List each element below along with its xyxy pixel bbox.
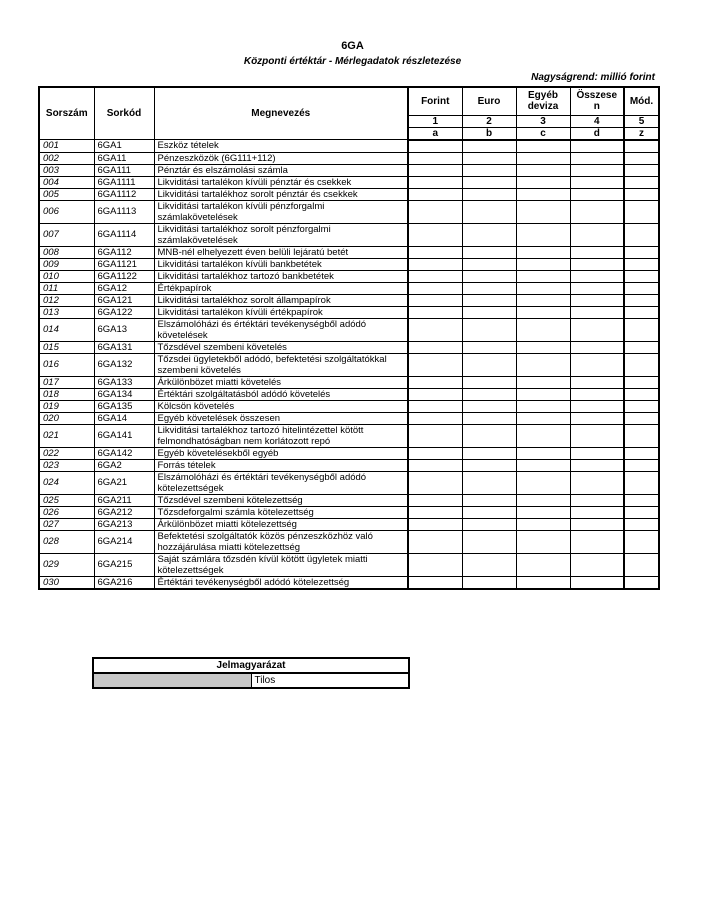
value-cell[interactable] xyxy=(516,318,570,341)
table-row xyxy=(39,459,659,471)
value-cell[interactable] xyxy=(408,576,462,589)
row-number: 001 xyxy=(39,140,94,153)
row-name: Tőzsdeforgalmi számla kötelezettség xyxy=(154,506,408,518)
row-number: 006 xyxy=(39,200,94,223)
row-code: 6GA215 xyxy=(94,553,154,576)
row-name: Likviditási tartalékon kívüli pénztár és csekkek xyxy=(154,176,408,188)
value-cell[interactable] xyxy=(408,294,462,306)
row-name: Likviditási tartalékhoz sorolt állampapírok xyxy=(154,294,408,306)
form-subtitle: Központi értéktár - Mérlegadatok részletezése xyxy=(243,56,462,67)
header-sorkod: Sorkód xyxy=(94,87,154,140)
value-cell[interactable] xyxy=(516,518,570,530)
value-cell[interactable] xyxy=(516,164,570,176)
value-cell[interactable] xyxy=(462,576,516,589)
value-cell[interactable] xyxy=(570,530,624,553)
table-row xyxy=(39,306,659,318)
value-cell[interactable] xyxy=(624,494,659,506)
value-cell[interactable] xyxy=(516,494,570,506)
row-number: 023 xyxy=(39,459,94,471)
value-cell[interactable] xyxy=(516,530,570,553)
value-cell[interactable] xyxy=(570,447,624,459)
value-cell[interactable] xyxy=(462,152,516,164)
row-code: 6GA1122 xyxy=(94,270,154,282)
row-number: 011 xyxy=(39,282,94,294)
value-cell[interactable] xyxy=(462,258,516,270)
table-row xyxy=(39,152,659,164)
row-number: 021 xyxy=(39,424,94,447)
table-row xyxy=(39,530,659,553)
value-cell[interactable] xyxy=(624,306,659,318)
row-name: Tőzsdével szembeni követelés xyxy=(154,341,408,353)
row-number: 009 xyxy=(39,258,94,270)
row-code: 6GA2 xyxy=(94,459,154,471)
row-name: Eszköz tételek xyxy=(154,140,408,153)
value-cell[interactable] xyxy=(408,376,462,388)
value-cell[interactable] xyxy=(570,459,624,471)
row-number: 010 xyxy=(39,270,94,282)
value-cell[interactable] xyxy=(570,553,624,576)
row-name: Értéktári szolgáltatásból adódó követelés xyxy=(154,388,408,400)
row-name: Likviditási tartalékhoz sorolt pénztár és csekkek xyxy=(154,188,408,200)
value-cell[interactable] xyxy=(516,306,570,318)
header-col-num: 5 xyxy=(624,115,659,127)
row-name: Pénzeszközök (6G111+112) xyxy=(154,152,408,164)
value-cell[interactable] xyxy=(570,341,624,353)
header-col-num: 1 xyxy=(408,115,462,127)
row-number: 002 xyxy=(39,152,94,164)
row-code: 6GA112 xyxy=(94,246,154,258)
value-cell[interactable] xyxy=(408,164,462,176)
row-number: 017 xyxy=(39,376,94,388)
row-name: Értéktári tevékenységből adódó kötelezettség xyxy=(154,576,408,589)
value-cell[interactable] xyxy=(408,400,462,412)
value-cell[interactable] xyxy=(570,494,624,506)
table-row xyxy=(39,424,659,447)
row-name: Pénztár és elszámolási számla xyxy=(154,164,408,176)
table-row xyxy=(39,506,659,518)
value-cell[interactable] xyxy=(462,188,516,200)
value-cell[interactable] xyxy=(462,200,516,223)
header-col-label: Mód. xyxy=(624,87,659,115)
value-cell[interactable] xyxy=(516,459,570,471)
value-cell[interactable] xyxy=(570,282,624,294)
value-cell[interactable] xyxy=(408,188,462,200)
row-number: 007 xyxy=(39,223,94,246)
row-name: Egyéb követelésekből egyéb xyxy=(154,447,408,459)
row-number: 014 xyxy=(39,318,94,341)
row-name: Likviditási tartalékon kívüli értékpapírok xyxy=(154,306,408,318)
value-cell[interactable] xyxy=(408,471,462,494)
value-cell[interactable] xyxy=(570,140,624,153)
form-code: 6GA xyxy=(341,40,364,52)
row-code: 6GA21 xyxy=(94,471,154,494)
value-cell[interactable] xyxy=(570,471,624,494)
value-cell[interactable] xyxy=(516,376,570,388)
row-number: 020 xyxy=(39,412,94,424)
value-cell[interactable] xyxy=(516,294,570,306)
value-cell[interactable] xyxy=(462,246,516,258)
row-code: 6GA142 xyxy=(94,447,154,459)
value-cell[interactable] xyxy=(462,424,516,447)
value-cell[interactable] xyxy=(570,294,624,306)
value-cell[interactable] xyxy=(516,246,570,258)
value-cell[interactable] xyxy=(570,318,624,341)
balance-table xyxy=(38,86,660,590)
table-row xyxy=(39,518,659,530)
value-cell[interactable] xyxy=(462,306,516,318)
row-code: 6GA135 xyxy=(94,400,154,412)
value-cell[interactable] xyxy=(516,200,570,223)
value-cell[interactable] xyxy=(462,553,516,576)
value-cell[interactable] xyxy=(570,306,624,318)
row-number: 028 xyxy=(39,530,94,553)
value-cell[interactable] xyxy=(570,188,624,200)
value-cell[interactable] xyxy=(408,318,462,341)
row-number: 029 xyxy=(39,553,94,576)
row-code: 6GA1113 xyxy=(94,200,154,223)
value-cell[interactable] xyxy=(408,270,462,282)
value-cell[interactable] xyxy=(570,376,624,388)
value-cell[interactable] xyxy=(516,282,570,294)
table-row xyxy=(39,164,659,176)
value-cell[interactable] xyxy=(408,306,462,318)
value-cell[interactable] xyxy=(624,424,659,447)
row-name: Tőzsdével szembeni kötelezettség xyxy=(154,494,408,506)
value-cell[interactable] xyxy=(516,471,570,494)
value-cell[interactable] xyxy=(570,223,624,246)
value-cell[interactable] xyxy=(462,471,516,494)
row-code: 6GA211 xyxy=(94,494,154,506)
value-cell[interactable] xyxy=(462,518,516,530)
value-cell[interactable] xyxy=(462,282,516,294)
value-cell[interactable] xyxy=(624,164,659,176)
value-cell[interactable] xyxy=(624,376,659,388)
value-cell[interactable] xyxy=(624,576,659,589)
table-row xyxy=(39,494,659,506)
value-cell[interactable] xyxy=(570,246,624,258)
value-cell[interactable] xyxy=(516,140,570,153)
row-code: 6GA1121 xyxy=(94,258,154,270)
legend-title: Jelmagyarázat xyxy=(93,658,409,673)
row-code: 6GA1111 xyxy=(94,176,154,188)
table-row xyxy=(39,270,659,282)
value-cell[interactable] xyxy=(408,412,462,424)
value-cell[interactable] xyxy=(516,176,570,188)
value-cell[interactable] xyxy=(624,188,659,200)
row-name: Likviditási tartalékhoz tartozó bankbetétek xyxy=(154,270,408,282)
row-code: 6GA14 xyxy=(94,412,154,424)
row-name: Likviditási tartalékhoz tartozó hitelintézettel kötött felmondhatóságban nem korlátozott repó xyxy=(154,424,408,447)
row-number: 018 xyxy=(39,388,94,400)
value-cell[interactable] xyxy=(624,412,659,424)
value-cell[interactable] xyxy=(462,494,516,506)
header-col-label: Euro xyxy=(462,87,516,115)
value-cell[interactable] xyxy=(462,506,516,518)
row-number: 004 xyxy=(39,176,94,188)
row-code: 6GA141 xyxy=(94,424,154,447)
value-cell[interactable] xyxy=(624,471,659,494)
value-cell[interactable] xyxy=(624,447,659,459)
table-row xyxy=(39,188,659,200)
table-row xyxy=(39,376,659,388)
value-cell[interactable] xyxy=(570,258,624,270)
row-number: 030 xyxy=(39,576,94,589)
table-row xyxy=(39,447,659,459)
table-row xyxy=(39,471,659,494)
value-cell[interactable] xyxy=(462,400,516,412)
value-cell[interactable] xyxy=(624,176,659,188)
value-cell[interactable] xyxy=(516,506,570,518)
value-cell[interactable] xyxy=(516,400,570,412)
row-name: MNB-nél elhelyezett éven belüli lejáratú betét xyxy=(154,246,408,258)
row-number: 013 xyxy=(39,306,94,318)
value-cell[interactable] xyxy=(624,353,659,376)
header-col-label: Forint xyxy=(408,87,462,115)
value-cell[interactable] xyxy=(462,447,516,459)
value-cell[interactable] xyxy=(624,200,659,223)
header-col-letter: c xyxy=(516,127,570,140)
value-cell[interactable] xyxy=(462,341,516,353)
row-name: Egyéb követelések összesen xyxy=(154,412,408,424)
row-code: 6GA133 xyxy=(94,376,154,388)
table-row xyxy=(39,246,659,258)
table-row xyxy=(39,388,659,400)
value-cell[interactable] xyxy=(408,152,462,164)
row-code: 6GA122 xyxy=(94,306,154,318)
table-row xyxy=(39,400,659,412)
value-cell[interactable] xyxy=(570,164,624,176)
value-cell[interactable] xyxy=(408,200,462,223)
value-cell[interactable] xyxy=(570,200,624,223)
value-cell[interactable] xyxy=(462,412,516,424)
value-cell[interactable] xyxy=(408,494,462,506)
unit-note: Nagyságrend: millió forint xyxy=(531,72,655,83)
value-cell[interactable] xyxy=(516,223,570,246)
row-code: 6GA121 xyxy=(94,294,154,306)
legend-swatch xyxy=(93,673,251,688)
row-name: Likviditási tartalékon kívüli pénzforgalmi számlakövetelések xyxy=(154,200,408,223)
value-cell[interactable] xyxy=(624,400,659,412)
header-col-label: Összese n xyxy=(570,87,624,115)
row-name: Forrás tételek xyxy=(154,459,408,471)
value-cell[interactable] xyxy=(624,553,659,576)
row-name: Árkülönbözet miatti kötelezettség xyxy=(154,518,408,530)
table-row xyxy=(39,353,659,376)
value-cell[interactable] xyxy=(570,353,624,376)
value-cell[interactable] xyxy=(516,188,570,200)
value-cell[interactable] xyxy=(570,152,624,164)
row-name: Likviditási tartalékhoz sorolt pénzforgalmi számlakövetelések xyxy=(154,223,408,246)
value-cell[interactable] xyxy=(516,553,570,576)
row-name: Likviditási tartalékon kívüli bankbetétek xyxy=(154,258,408,270)
row-code: 6GA134 xyxy=(94,388,154,400)
row-name: Elszámolóházi és értéktári tevékenységből adódó követelések xyxy=(154,318,408,341)
row-number: 008 xyxy=(39,246,94,258)
value-cell[interactable] xyxy=(624,388,659,400)
value-cell[interactable] xyxy=(462,376,516,388)
value-cell[interactable] xyxy=(570,270,624,282)
value-cell[interactable] xyxy=(516,412,570,424)
value-cell[interactable] xyxy=(516,270,570,282)
value-cell[interactable] xyxy=(408,388,462,400)
row-number: 016 xyxy=(39,353,94,376)
value-cell[interactable] xyxy=(408,459,462,471)
header-col-letter: d xyxy=(570,127,624,140)
row-number: 027 xyxy=(39,518,94,530)
header-col-letter: a xyxy=(408,127,462,140)
value-cell[interactable] xyxy=(624,152,659,164)
row-number: 003 xyxy=(39,164,94,176)
row-code: 6GA11 xyxy=(94,152,154,164)
value-cell[interactable] xyxy=(570,400,624,412)
row-code: 6GA1114 xyxy=(94,223,154,246)
value-cell[interactable] xyxy=(462,176,516,188)
value-cell[interactable] xyxy=(408,530,462,553)
table-row xyxy=(39,576,659,589)
value-cell[interactable] xyxy=(408,341,462,353)
table-row xyxy=(39,223,659,246)
value-cell[interactable] xyxy=(462,140,516,153)
value-cell[interactable] xyxy=(624,459,659,471)
row-code: 6GA111 xyxy=(94,164,154,176)
value-cell[interactable] xyxy=(516,152,570,164)
value-cell[interactable] xyxy=(624,506,659,518)
value-cell[interactable] xyxy=(516,447,570,459)
row-code: 6GA1112 xyxy=(94,188,154,200)
value-cell[interactable] xyxy=(570,388,624,400)
value-cell[interactable] xyxy=(624,341,659,353)
value-cell[interactable] xyxy=(570,412,624,424)
value-cell[interactable] xyxy=(408,140,462,153)
value-cell[interactable] xyxy=(408,518,462,530)
value-cell[interactable] xyxy=(408,424,462,447)
row-name: Elszámolóházi és értéktári tevékenységből adódó kötelezettségek xyxy=(154,471,408,494)
value-cell[interactable] xyxy=(624,294,659,306)
header-col-num: 4 xyxy=(570,115,624,127)
row-code: 6GA216 xyxy=(94,576,154,589)
value-cell[interactable] xyxy=(408,258,462,270)
table-row xyxy=(39,282,659,294)
value-cell[interactable] xyxy=(408,282,462,294)
row-number: 015 xyxy=(39,341,94,353)
value-cell[interactable] xyxy=(516,353,570,376)
row-number: 024 xyxy=(39,471,94,494)
value-cell[interactable] xyxy=(516,258,570,270)
value-cell[interactable] xyxy=(624,318,659,341)
value-cell[interactable] xyxy=(624,258,659,270)
row-code: 6GA13 xyxy=(94,318,154,341)
value-cell[interactable] xyxy=(462,530,516,553)
row-number: 012 xyxy=(39,294,94,306)
value-cell[interactable] xyxy=(624,140,659,153)
row-name: Kölcsön követelés xyxy=(154,400,408,412)
header-megnevezes: Megnevezés xyxy=(154,87,408,140)
value-cell[interactable] xyxy=(516,341,570,353)
legend-label: Tilos xyxy=(251,673,409,688)
value-cell[interactable] xyxy=(570,518,624,530)
header-col-label: Egyéb deviza xyxy=(516,87,570,115)
row-name: Saját számlára tőzsdén kívül kötött ügyletek miatti kötelezettségek xyxy=(154,553,408,576)
value-cell[interactable] xyxy=(516,576,570,589)
table-row xyxy=(39,176,659,188)
value-cell[interactable] xyxy=(462,270,516,282)
row-code: 6GA1 xyxy=(94,140,154,153)
value-cell[interactable] xyxy=(408,246,462,258)
value-cell[interactable] xyxy=(408,506,462,518)
value-cell[interactable] xyxy=(570,424,624,447)
table-row xyxy=(39,341,659,353)
value-cell[interactable] xyxy=(624,282,659,294)
value-cell[interactable] xyxy=(462,223,516,246)
row-name: Értékpapírok xyxy=(154,282,408,294)
table-row xyxy=(39,412,659,424)
value-cell[interactable] xyxy=(570,176,624,188)
legend-table xyxy=(92,657,410,689)
row-name: Befektetési szolgáltatók közös pénzeszközhöz való hozzájárulása miatti kötelezettség xyxy=(154,530,408,553)
table-row xyxy=(39,258,659,270)
row-code: 6GA213 xyxy=(94,518,154,530)
row-number: 019 xyxy=(39,400,94,412)
header-col-num: 3 xyxy=(516,115,570,127)
value-cell[interactable] xyxy=(408,353,462,376)
row-name: Tőzsdei ügyletekből adódó, befektetési szolgáltatókkal szembeni követelés xyxy=(154,353,408,376)
value-cell[interactable] xyxy=(624,270,659,282)
value-cell[interactable] xyxy=(408,447,462,459)
row-number: 005 xyxy=(39,188,94,200)
row-name: Árkülönbözet miatti követelés xyxy=(154,376,408,388)
value-cell[interactable] xyxy=(570,506,624,518)
row-number: 025 xyxy=(39,494,94,506)
value-cell[interactable] xyxy=(570,576,624,589)
value-cell[interactable] xyxy=(462,318,516,341)
value-cell[interactable] xyxy=(624,518,659,530)
value-cell[interactable] xyxy=(516,424,570,447)
row-code: 6GA214 xyxy=(94,530,154,553)
value-cell[interactable] xyxy=(624,530,659,553)
value-cell[interactable] xyxy=(462,294,516,306)
value-cell[interactable] xyxy=(462,388,516,400)
row-number: 026 xyxy=(39,506,94,518)
header-sorszam: Sorszám xyxy=(39,87,94,140)
header-col-num: 2 xyxy=(462,115,516,127)
row-code: 6GA12 xyxy=(94,282,154,294)
row-number: 022 xyxy=(39,447,94,459)
table-row xyxy=(39,294,659,306)
table-row xyxy=(39,318,659,341)
value-cell[interactable] xyxy=(408,176,462,188)
value-cell[interactable] xyxy=(408,223,462,246)
value-cell[interactable] xyxy=(624,223,659,246)
value-cell[interactable] xyxy=(462,164,516,176)
row-code: 6GA131 xyxy=(94,341,154,353)
table-row xyxy=(39,200,659,223)
value-cell[interactable] xyxy=(516,388,570,400)
value-cell[interactable] xyxy=(408,553,462,576)
header-col-letter: b xyxy=(462,127,516,140)
value-cell[interactable] xyxy=(462,353,516,376)
value-cell[interactable] xyxy=(462,459,516,471)
table-row xyxy=(39,140,659,153)
table-row xyxy=(39,553,659,576)
value-cell[interactable] xyxy=(624,246,659,258)
row-code: 6GA132 xyxy=(94,353,154,376)
row-code: 6GA212 xyxy=(94,506,154,518)
header-col-letter: z xyxy=(624,127,659,140)
